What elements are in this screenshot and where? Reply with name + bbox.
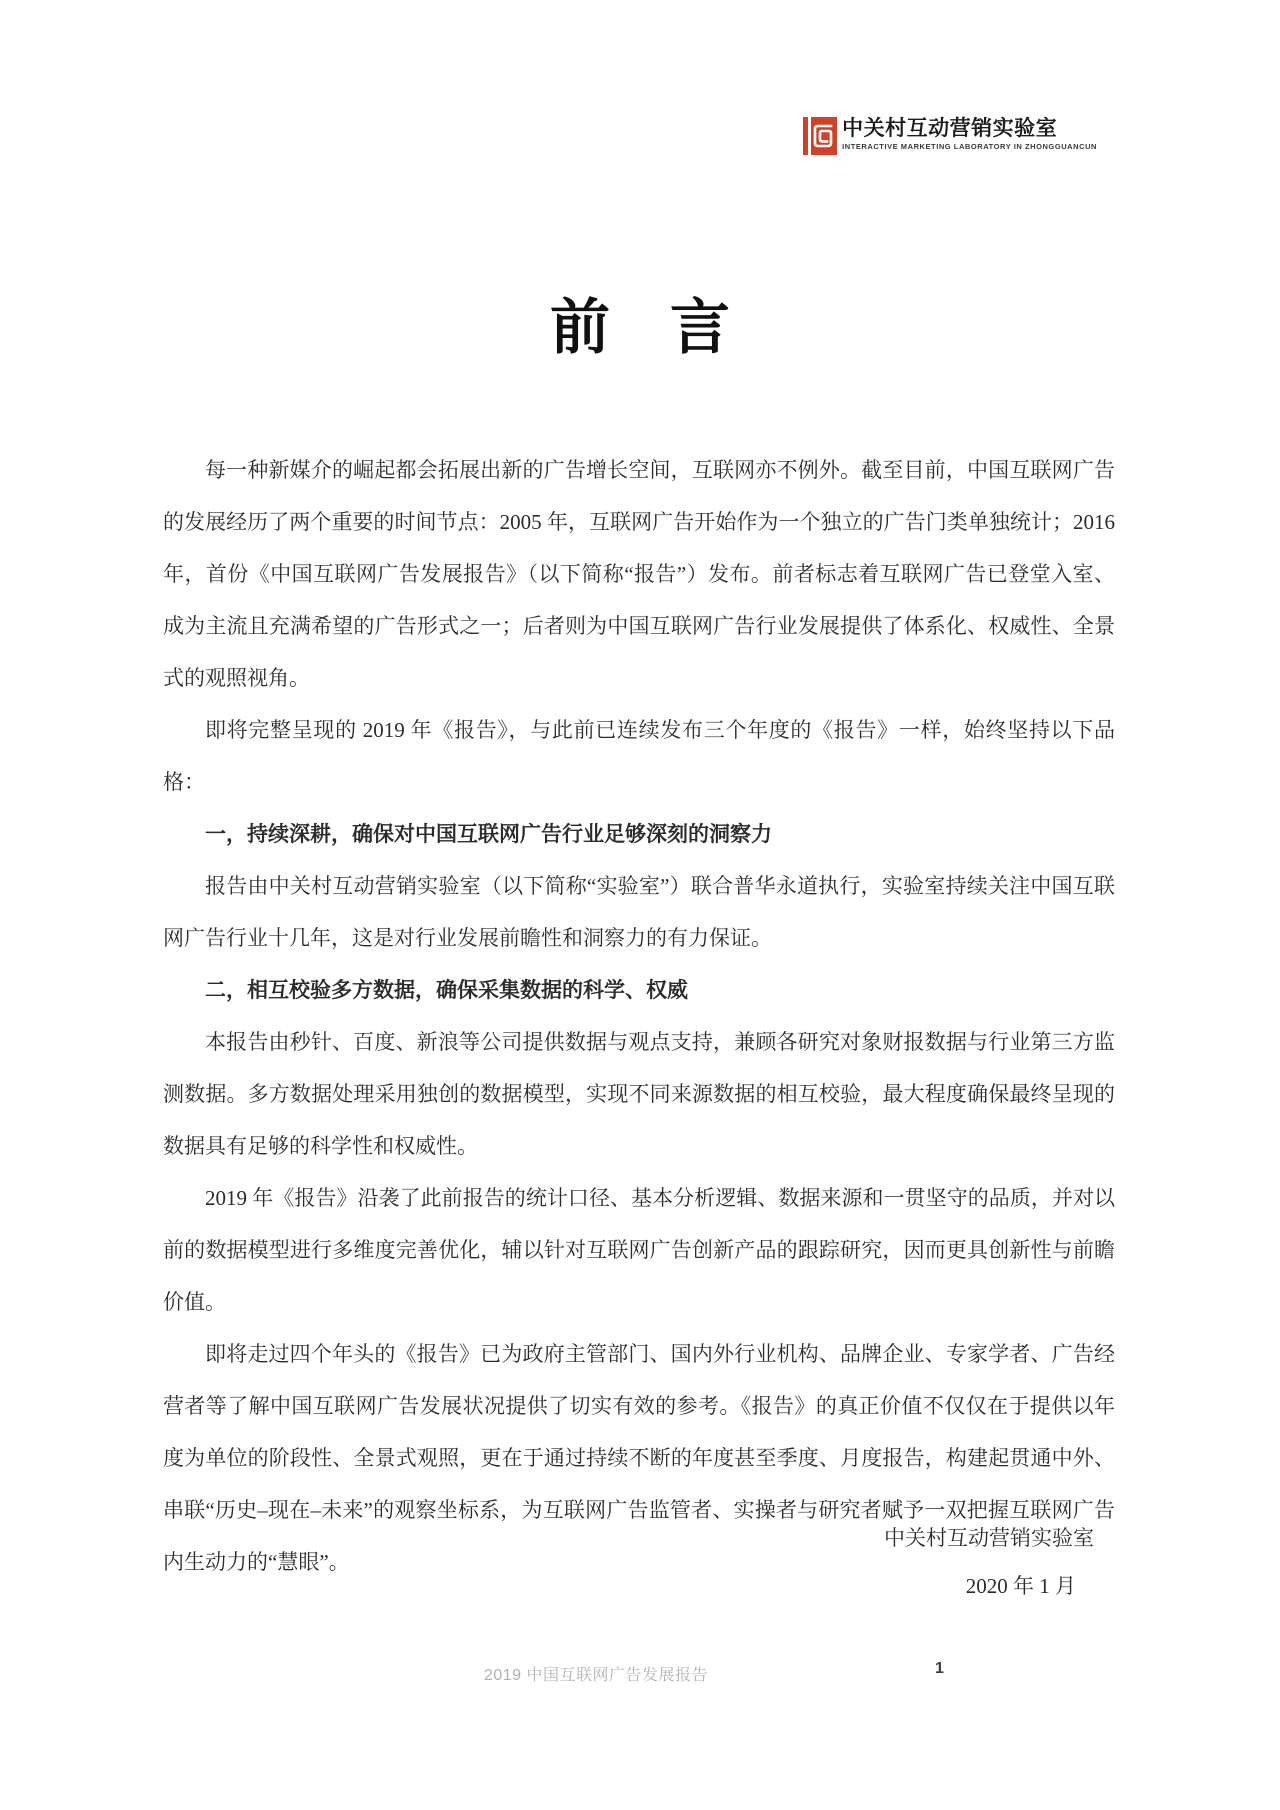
subheading-two: 二，相互校验多方数据，确保采集数据的科学、权威 [205, 978, 688, 1002]
logo [803, 116, 1097, 156]
paragraph-report-qualities: 即将完整呈现的 2019 年《报告》，与此前已连续发布三个年度的《报告》一样，始终坚持以下品格： [163, 718, 1115, 794]
logo-name: 中关村互动营销实验室 [842, 117, 1058, 140]
paragraph-lab-background: 报告由中关村互动营销实验室（以下简称“实验室”）联合普华永道执行，实验室持续关注中国互联网广告行业十几年，这是对行业发展前瞻性和洞察力的有力保证。 [163, 874, 1115, 950]
logo-text [842, 116, 1097, 152]
signature-org: 中关村互动营销实验室 [884, 1526, 1094, 1550]
paragraph-2019-report: 2019 年《报告》沿袭了此前报告的统计口径、基本分析逻辑、数据来源和一贯坚守的品质，并对以前的数据模型进行多维度完善优化，辅以针对互联网广告创新产品的跟踪研究，因而更具创新性与前瞻价值。 [163, 1186, 1115, 1314]
page-title: 前 言 [550, 295, 730, 361]
spiral-square-icon [803, 116, 837, 156]
paragraph-data-sources: 本报告由秒针、百度、新浪等公司提供数据与观点支持，兼顾各研究对象财报数据与行业第三方监测数据。多方数据处理采用独创的数据模型，实现不同来源数据的相互校验，最大程度确保最终呈现的数据具有足够的科学性和权威性。 [163, 1030, 1115, 1158]
paragraph-intro: 每一种新媒介的崛起都会拓展出新的广告增长空间，互联网亦不例外。截至目前，中国互联网广告的发展经历了两个重要的时间节点：2005 年，互联网广告开始作为一个独立的广告门类单独统计；2016 年，首份《中国互联网广告发展报告》（以下简称“报告”）发布。前者标志着互联网广告已登堂入室、成为主流且充满希望的广告形式之一；后者则为中国互联网广告行业发展提供了体系化、权威性、全景式的观照视角。 [163, 458, 1115, 690]
subheading-one: 一，持续深耕，确保对中国互联网广告行业足够深刻的洞察力 [205, 822, 772, 846]
paragraph-report-value: 即将走过四个年头的《报告》已为政府主管部门、国内外行业机构、品牌企业、专家学者、广告经营者等了解中国互联网广告发展状况提供了切实有效的参考。《报告》的真正价值不仅仅在于提供以年度为单位的阶段性、全景式观照，更在于通过持续不断的年度甚至季度、月度报告，构建起贯通中外、串联“历史–现在–未来”的观察坐标系，为互联网广告监管者、实操者与研究者赋予一双把握互联网广告内生动力的“慧眼”。 [163, 1342, 1115, 1574]
footer-report-title: 2019 中国互联网广告发展报告 [483, 1667, 709, 1684]
signature-date: 2020 年 1 月 [965, 1574, 1076, 1598]
logo-subtitle: INTERACTIVE MARKETING LABORATORY IN ZHONGGUANCUN [842, 142, 1097, 151]
document-body [163, 444, 1115, 1588]
signature-block [884, 1514, 1094, 1610]
page-number: 1 [935, 1660, 944, 1677]
